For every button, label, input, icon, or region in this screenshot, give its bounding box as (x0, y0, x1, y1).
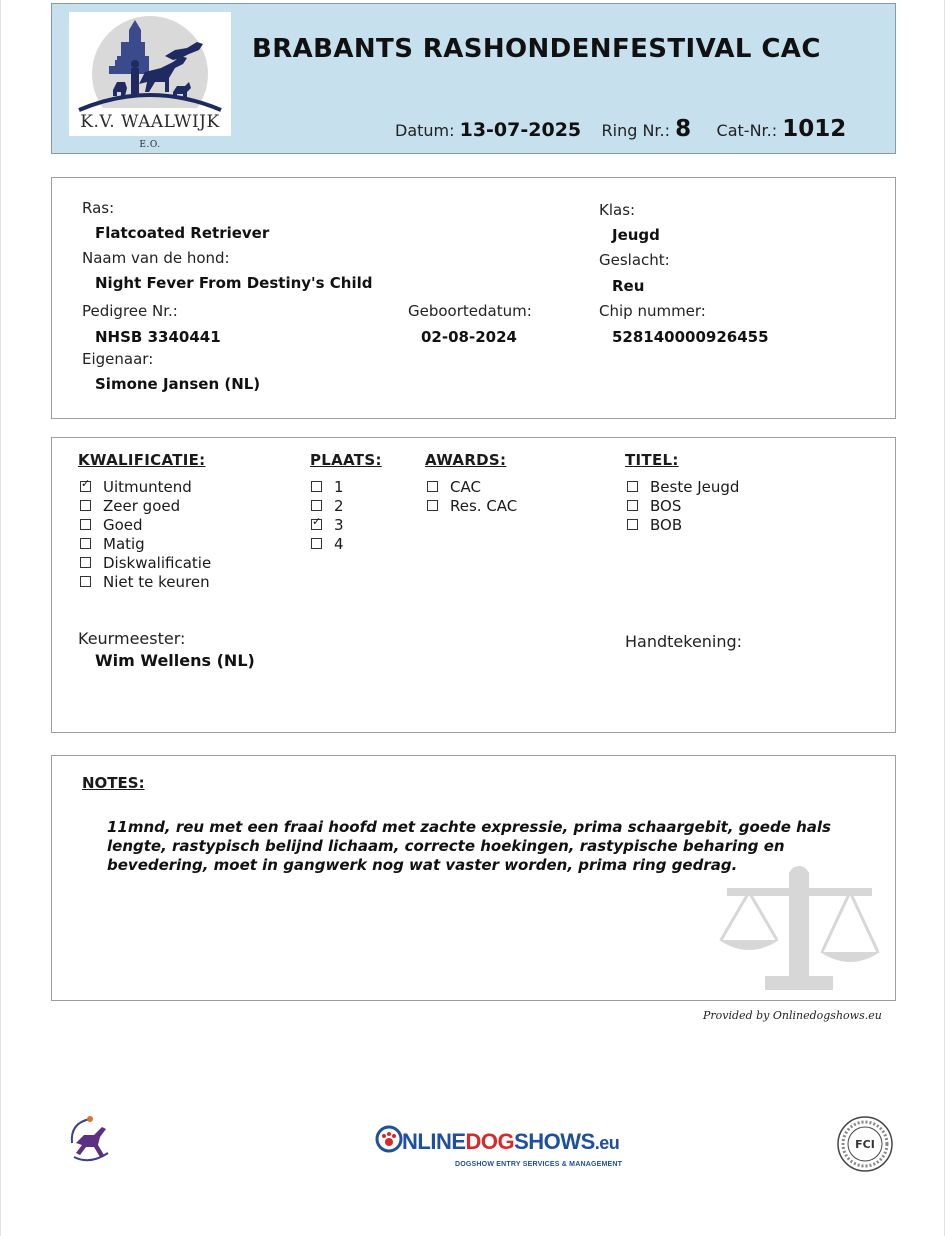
title-option (627, 496, 739, 515)
title-heading: TITEL: (625, 451, 679, 469)
pedigree-value: NHSB 3340441 (95, 328, 221, 346)
report-header (51, 3, 896, 154)
chip-label: Chip nummer: (599, 302, 706, 320)
name-value: Night Fever From Destiny's Child (95, 274, 373, 292)
qualification-option-label: Niet te keuren (103, 572, 210, 591)
breed-value: Flatcoated Retriever (95, 224, 270, 242)
checkbox-icon[interactable] (627, 500, 638, 511)
date-value: 13-07-2025 (459, 119, 582, 141)
awards-heading: AWARDS: (425, 451, 507, 469)
sex-value: Reu (612, 277, 645, 295)
club-name: K.V. WAALWIJK E.O. (80, 112, 220, 150)
qualification-options (80, 477, 211, 591)
checkbox-icon[interactable] (80, 576, 91, 587)
qualification-option (80, 496, 211, 515)
show-meta (395, 116, 846, 142)
name-label: Naam van de hond: (82, 249, 230, 267)
fci-seal-icon (836, 1115, 894, 1173)
agility-dog-logo-icon (64, 1113, 116, 1165)
award-option-label: Res. CAC (450, 496, 518, 515)
qualification-option-label: Goed (103, 515, 143, 534)
ods-logo-part1: NLINE (402, 1129, 466, 1154)
placement-options (311, 477, 344, 553)
qualification-option (80, 553, 211, 572)
title-option-label: BOB (650, 515, 683, 534)
checkbox-icon[interactable] (627, 519, 638, 530)
qualification-option-label: Matig (103, 534, 145, 553)
scales-watermark-icon (717, 864, 882, 994)
checkbox-icon[interactable] (80, 557, 91, 568)
qualification-option (80, 572, 211, 591)
ods-logo-part4: .eu (594, 1133, 620, 1153)
qualification-option-label: Diskwalificatie (103, 553, 212, 572)
qualification-option-label: Zeer goed (103, 496, 181, 515)
signature-label: Handtekening: (625, 632, 743, 651)
checkbox-icon[interactable] (80, 500, 91, 511)
qualification-option-label: Uitmuntend (103, 477, 192, 496)
checkbox-icon[interactable] (311, 538, 322, 549)
ods-logo-part3: SHOWS (514, 1129, 595, 1154)
award-option (427, 496, 517, 515)
class-value: Jeugd (612, 226, 660, 244)
notes-panel (51, 755, 896, 1001)
checked-checkbox-icon[interactable] (80, 481, 91, 492)
placement-option (311, 534, 344, 553)
placement-heading: PLAATS: (310, 451, 382, 469)
club-logo-icon (69, 12, 231, 112)
ring-value: 8 (675, 116, 692, 142)
cat-value: 1012 (782, 116, 847, 142)
checkbox-icon[interactable] (427, 481, 438, 492)
title-option (627, 477, 739, 496)
breed-label: Ras: (82, 199, 115, 217)
title-option-label: BOS (650, 496, 682, 515)
placement-option-label: 4 (334, 534, 344, 553)
fci-seal-text: FCI (855, 1138, 875, 1151)
checkbox-icon[interactable] (427, 500, 438, 511)
title-option (627, 515, 739, 534)
chip-value: 528140000926455 (612, 328, 769, 346)
show-title: BRABANTS RASHONDENFESTIVAL CAC (252, 34, 821, 64)
provided-by-credit: Provided by Onlinedogshows.eu (703, 1009, 882, 1022)
qualification-option (80, 477, 211, 496)
checkbox-icon[interactable] (311, 481, 322, 492)
cat-label: Cat-Nr.: (716, 121, 778, 140)
award-option-label: CAC (450, 477, 481, 496)
judge-label: Keurmeester: (78, 629, 186, 648)
judging-panel (51, 437, 896, 733)
owner-label: Eigenaar: (82, 350, 154, 368)
notes-heading: NOTES: (82, 774, 145, 792)
placement-option-label: 3 (334, 515, 344, 534)
birthdate-value: 02-08-2024 (421, 328, 517, 346)
paw-logo-icon (375, 1125, 403, 1153)
ring-label: Ring Nr.: (601, 121, 670, 140)
dog-info-panel (51, 177, 896, 419)
class-label: Klas: (599, 201, 636, 219)
qualification-option (80, 534, 211, 553)
owner-value: Simone Jansen (NL) (95, 375, 261, 393)
judge-value: Wim Wellens (NL) (95, 651, 255, 670)
placement-option (311, 496, 344, 515)
checkbox-icon[interactable] (311, 500, 322, 511)
pedigree-label: Pedigree Nr.: (82, 302, 178, 320)
ods-logo-part2: DOG (465, 1129, 515, 1154)
qualification-option (80, 515, 211, 534)
club-logo (69, 12, 231, 150)
sex-label: Geslacht: (599, 251, 670, 269)
notes-text: 11mnd, reu met een fraai hoofd met zachte expressie, prima schaargebit, goede hals lengte, rastypisch belijnd lichaam, correcte hoekingen, rastypische beharing en bevedering, moet in gangwerk nog wat vaster worden, prima ring gedrag. (107, 818, 831, 874)
ods-tagline: DOGSHOW ENTRY SERVICES & MANAGEMENT (455, 1161, 623, 1168)
checkbox-icon[interactable] (80, 519, 91, 530)
award-option (427, 477, 517, 496)
qualification-heading: KWALIFICATIE: (78, 451, 206, 469)
birthdate-label: Geboortedatum: (408, 302, 532, 320)
checkbox-icon[interactable] (627, 481, 638, 492)
date-label: Datum: (395, 121, 455, 140)
awards-options (427, 477, 517, 515)
checked-checkbox-icon[interactable] (311, 519, 322, 530)
placement-option (311, 477, 344, 496)
title-options (627, 477, 739, 534)
placement-option-label: 1 (334, 477, 344, 496)
checkbox-icon[interactable] (80, 538, 91, 549)
title-option-label: Beste Jeugd (650, 477, 740, 496)
placement-option-label: 2 (334, 496, 344, 515)
placement-option (311, 515, 344, 534)
